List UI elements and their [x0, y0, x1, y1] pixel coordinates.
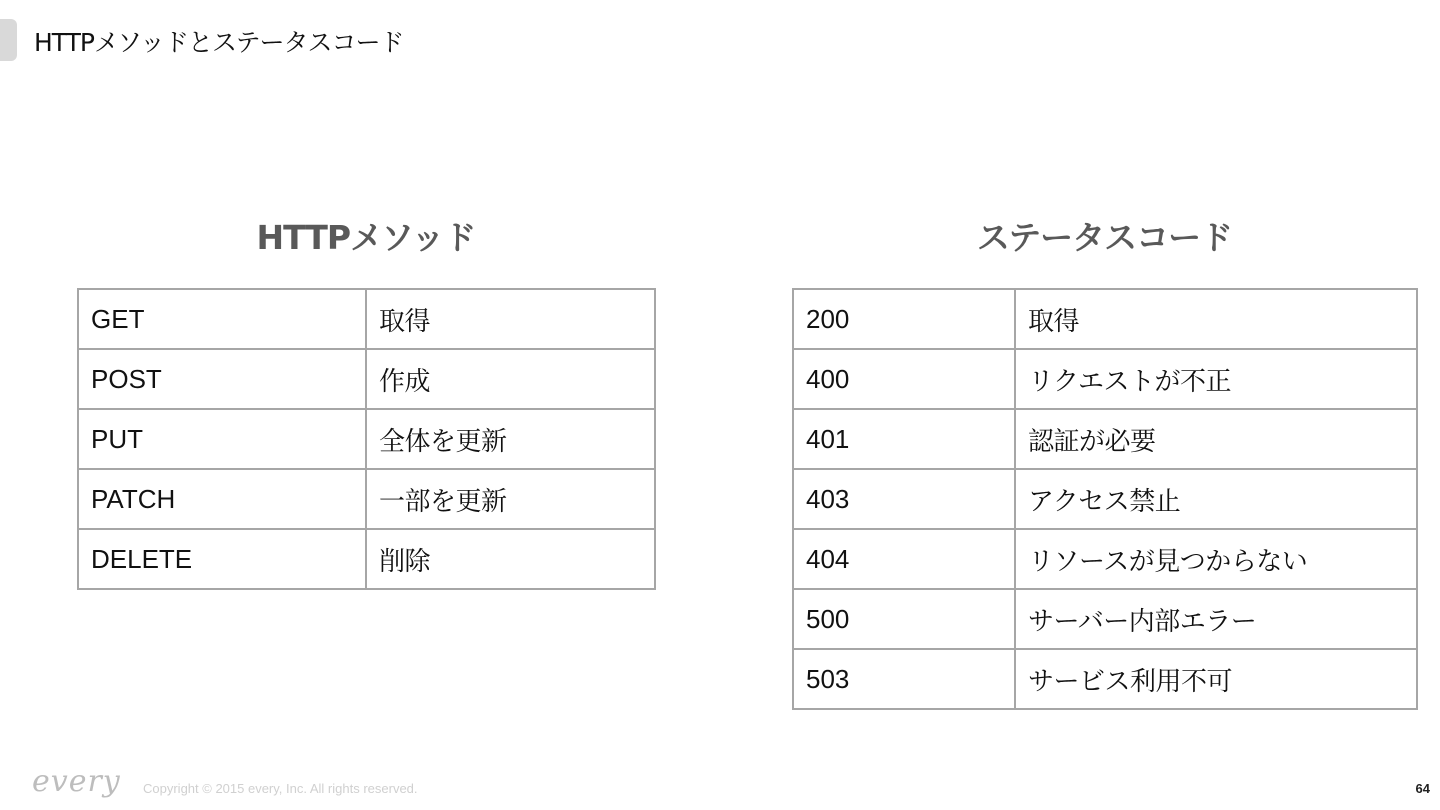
meaning-cell: 作成 [366, 349, 655, 409]
table-row [78, 289, 655, 349]
method-cell: POST [78, 349, 366, 409]
table-row [78, 529, 655, 589]
meaning-cell: アクセス禁止 [1015, 469, 1417, 529]
table-row [793, 289, 1417, 349]
meaning-cell: 認証が必要 [1015, 409, 1417, 469]
meaning-cell: リクエストが不正 [1015, 349, 1417, 409]
meaning-cell: 取得 [366, 289, 655, 349]
table-row [793, 649, 1417, 709]
method-cell: PUT [78, 409, 366, 469]
meaning-cell: 一部を更新 [366, 469, 655, 529]
copyright-notice: Copyright © 2015 every, Inc. All rights reserved. [143, 781, 418, 796]
page-number: 64 [1415, 781, 1430, 796]
methods-heading: HTTPメソッド [256, 218, 476, 257]
company-logo: every [32, 764, 121, 799]
meaning-cell: 取得 [1015, 289, 1417, 349]
status-code-cell: 200 [793, 289, 1015, 349]
table-row [793, 469, 1417, 529]
table-row [78, 409, 655, 469]
status-code-cell: 404 [793, 529, 1015, 589]
meaning-cell: サービス利用不可 [1015, 649, 1417, 709]
status-code-cell: 401 [793, 409, 1015, 469]
status-code-cell: 500 [793, 589, 1015, 649]
table-row [78, 349, 655, 409]
status-codes-table [792, 288, 1418, 710]
meaning-cell: サーバー内部エラー [1015, 589, 1417, 649]
meaning-cell: リソースが見つからない [1015, 529, 1417, 589]
status-code-cell: 403 [793, 469, 1015, 529]
table-row [793, 529, 1417, 589]
title-accent-tab [0, 19, 17, 61]
table-row [793, 349, 1417, 409]
slide-title: HTTPメソッドとステータスコード [34, 28, 404, 57]
method-cell: DELETE [78, 529, 366, 589]
status-code-cell: 503 [793, 649, 1015, 709]
status-code-cell: 400 [793, 349, 1015, 409]
status-codes-heading: ステータスコード [976, 218, 1233, 257]
table-row [793, 409, 1417, 469]
http-methods-table [77, 288, 656, 590]
method-cell: PATCH [78, 469, 366, 529]
table-row [78, 469, 655, 529]
meaning-cell: 全体を更新 [366, 409, 655, 469]
table-row [793, 589, 1417, 649]
method-cell: GET [78, 289, 366, 349]
meaning-cell: 削除 [366, 529, 655, 589]
